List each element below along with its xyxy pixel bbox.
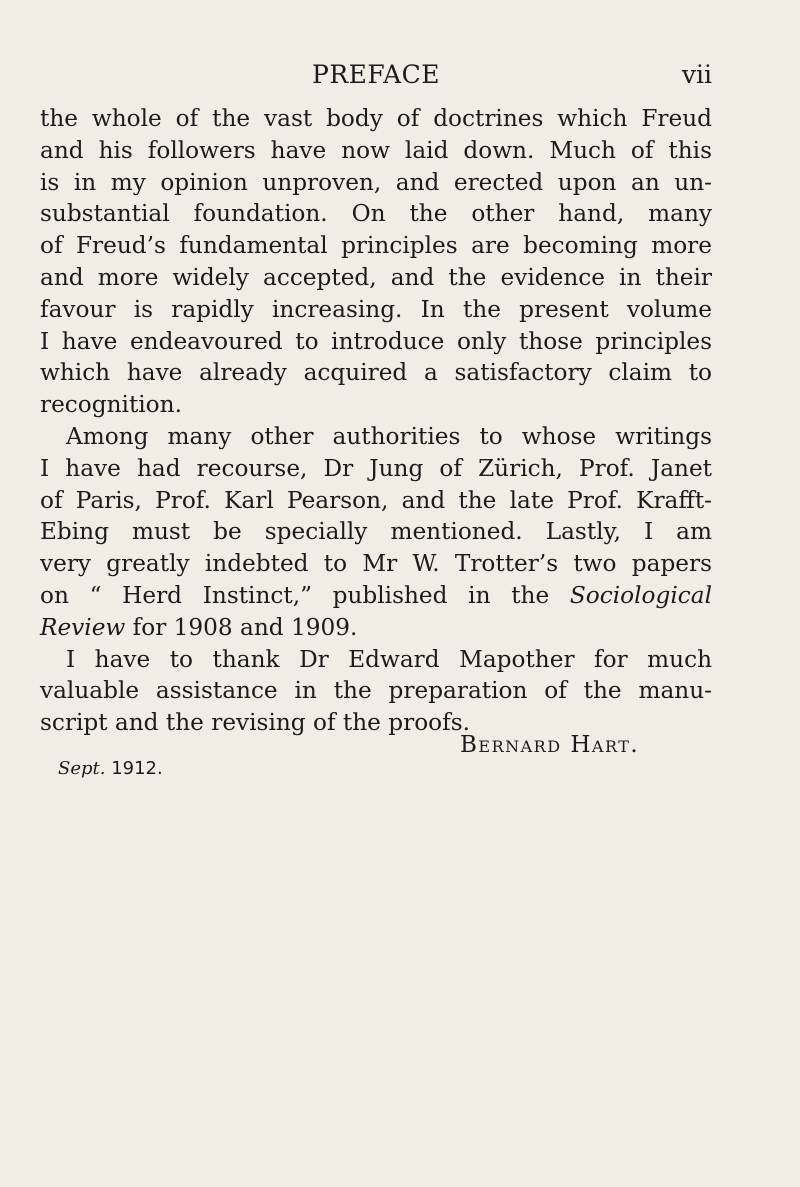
date-year: 1912.	[111, 758, 163, 779]
text-line: favour is rapidly increasing. In the present volume	[40, 295, 712, 323]
text-line: substantial foundation. On the other hand, many	[40, 200, 712, 228]
text-line: the whole of the vast body of doctrines which Freud	[40, 105, 712, 132]
text-line: is in my opinion unproven, and erected upon an un-	[40, 168, 712, 196]
text-line: valuable assistance in the preparation of the manu-	[40, 677, 712, 705]
text-line-suffix: for 1908 and 1909.	[125, 613, 358, 641]
text-line	[40, 612, 712, 644]
date-line	[58, 756, 163, 782]
author-signature: Bernard Hart.	[460, 732, 640, 758]
text-line: I have had recourse, Dr Jung of Zürich, Prof. Janet	[40, 454, 712, 482]
journal-title-part2: Review	[40, 613, 126, 641]
text-line: and his followers have now laid down. Much of this	[40, 136, 712, 164]
running-title: PREFACE	[312, 60, 440, 89]
text-line: of Freud’s fundamental principles are becoming more	[40, 232, 712, 260]
text-line: very greatly indebted to Mr W. Trotter’s two papers	[40, 550, 712, 578]
text-line	[40, 580, 712, 612]
text-line: and more widely accepted, and the evidence in their	[40, 263, 712, 291]
text-line: I have to thank Dr Edward Mapother for much	[66, 645, 712, 673]
text-line: recognition.	[40, 391, 182, 419]
date-month: Sept.	[58, 758, 106, 779]
text-line: which have already acquired a satisfactory claim to	[40, 359, 712, 387]
text-line-prefix: on “ Herd Instinct,” published in the	[40, 581, 570, 609]
text-line: Among many other authorities to whose writings	[66, 422, 712, 450]
body-text	[40, 103, 712, 739]
journal-title-part1: Sociological	[569, 581, 712, 609]
page-number: vii	[681, 60, 712, 89]
text-line: I have endeavoured to introduce only those principles	[40, 327, 712, 355]
running-head	[40, 58, 712, 92]
text-line: script and the revising of the proofs.	[40, 709, 470, 737]
text-line: of Paris, Prof. Karl Pearson, and the late Prof. Krafft-	[40, 486, 712, 514]
text-line: Ebing must be specially mentioned. Lastly, I am	[40, 518, 712, 546]
